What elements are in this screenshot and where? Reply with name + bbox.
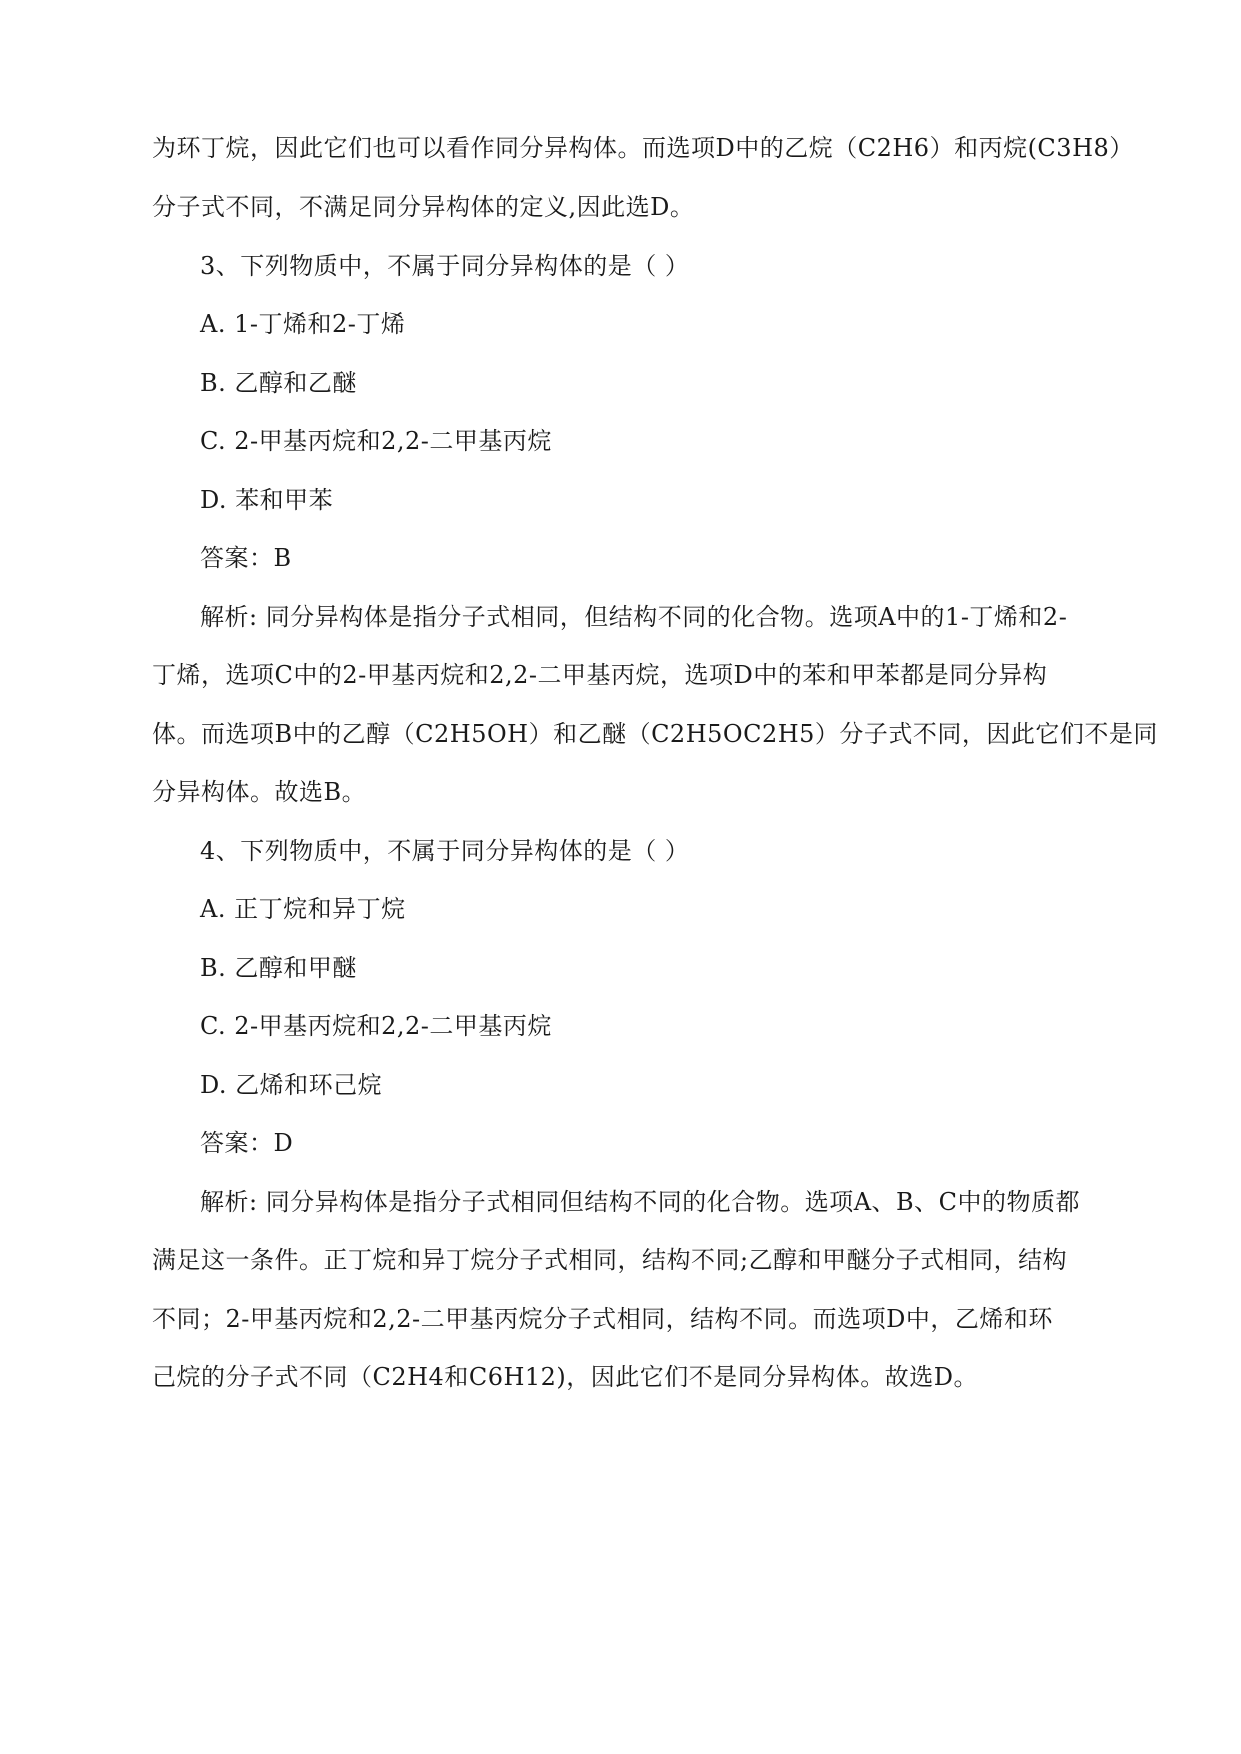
question-3-option-c: C. 2-甲基丙烷和2,2-二甲基丙烷 [200,427,552,455]
question-4-option-a: A. 正丁烷和异丁烷 [200,895,406,923]
question-3-option-d: D. 苯和甲苯 [200,486,334,514]
question-4-option-c: C. 2-甲基丙烷和2,2-二甲基丙烷 [200,1012,552,1040]
question-3-option-b: B. 乙醇和乙醚 [200,369,357,397]
question-3-analysis-line: 丁烯，选项C中的2-甲基丙烷和2,2-二甲基丙烷，选项D中的苯和甲苯都是同分异构 [152,661,1048,689]
question-4-option-b: B. 乙醇和甲醚 [200,954,357,982]
question-4-analysis-line: 解析: 同分异构体是指分子式相同但结构不同的化合物。选项A、B、C中的物质都 [200,1188,1081,1216]
question-4-stem: 4、下列物质中，不属于同分异构体的是（ ） [200,837,690,865]
question-3-answer: 答案：B [200,544,292,572]
question-3-analysis-line: 解析: 同分异构体是指分子式相同，但结构不同的化合物。选项A中的1-丁烯和2- [200,603,1068,631]
question-4-analysis-line: 己烷的分子式不同（C2H4和C6H12)，因此它们不是同分异构体。故选D。 [152,1363,979,1391]
question-3-analysis-line: 分异构体。故选B。 [152,778,367,806]
question-4-analysis-line: 不同；2-甲基丙烷和2,2-二甲基丙烷分子式相同，结构不同。而选项D中，乙烯和环 [152,1305,1053,1333]
question-4-analysis-line: 满足这一条件。正丁烷和异丁烷分子式相同，结构不同;乙醇和甲醚分子式相同，结构 [152,1246,1068,1274]
question-4-option-d: D. 乙烯和环己烷 [200,1071,383,1099]
question-3-analysis-line: 体。而选项B中的乙醇（C2H5OH）和乙醚（C2H5OC2H5）分子式不同，因此它们不是同 [152,720,1158,748]
question-4-answer: 答案：D [200,1129,294,1157]
paragraph-line: 分子式不同，不满足同分异构体的定义,因此选D。 [152,193,695,221]
paragraph-line: 为环丁烷，因此它们也可以看作同分异构体。而选项D中的乙烷（C2H6）和丙烷(C3H8） [152,134,1134,162]
question-3-option-a: A. 1-丁烯和2-丁烯 [200,310,406,338]
question-3-stem: 3、下列物质中，不属于同分异构体的是（ ） [200,252,690,280]
